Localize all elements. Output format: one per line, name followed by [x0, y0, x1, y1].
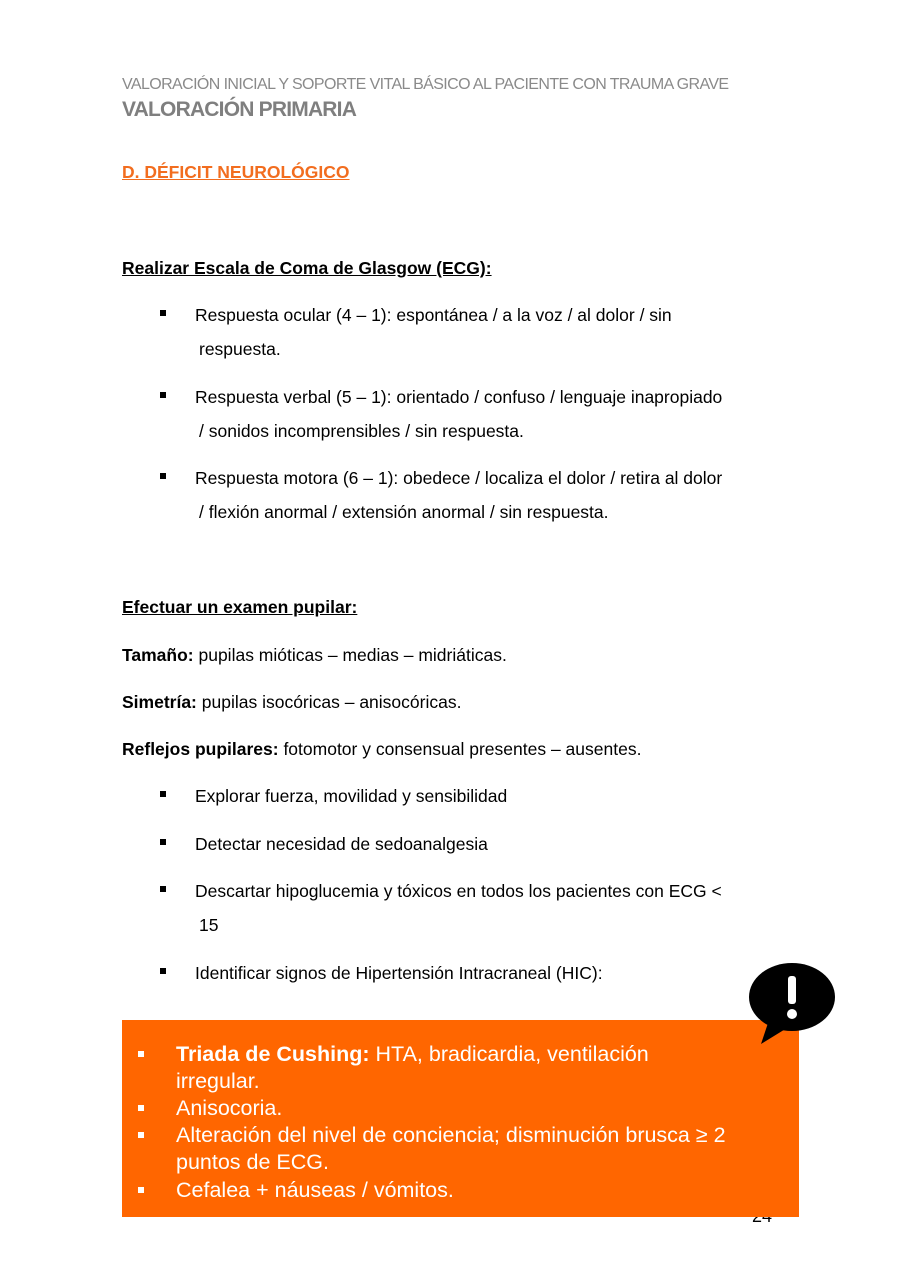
pupil-size-label: Tamaño: [122, 645, 194, 665]
cushing-text-cont: irregular. [176, 1069, 260, 1093]
glasgow-item-ocular [160, 298, 780, 366]
bullet-square-icon [160, 968, 166, 974]
bullet-square-icon [138, 1132, 144, 1138]
alert-item-anisocoria [138, 1095, 796, 1122]
pupil-exam-heading: Efectuar un examen pupilar: [122, 597, 358, 617]
action-item-text: Descartar hipoglucemia y tóxicos en todos los pacientes con ECG < [195, 881, 722, 901]
exclamation-speech-bubble-icon [745, 962, 837, 1046]
running-header-title: VALORACIÓN PRIMARIA [122, 98, 357, 121]
pupil-symmetry-label: Simetría: [122, 692, 197, 712]
pupil-reflex-label: Reflejos pupilares: [122, 739, 279, 759]
pupil-reflexes [122, 739, 641, 760]
alert-item-cushing [138, 1041, 796, 1095]
glasgow-item-text-cont: / flexión anormal / extensión anormal / sin respuesta. [199, 502, 609, 522]
running-header-supertitle: VALORACIÓN INICIAL Y SOPORTE VITAL BÁSICO AL PACIENTE CON TRAUMA GRAVE [122, 76, 729, 93]
glasgow-item-text: Respuesta ocular (4 – 1): espontánea / a la voz / al dolor / sin [195, 305, 672, 325]
pupil-symmetry-text: pupilas isocóricas – anisocóricas. [196, 692, 462, 712]
action-item-hypoglycemia [160, 874, 780, 942]
bullet-square-icon [160, 392, 166, 398]
section-title: D. DÉFICIT NEUROLÓGICO [122, 162, 350, 182]
bullet-square-icon [160, 839, 166, 845]
action-item-hic [160, 956, 780, 990]
bullet-square-icon [138, 1051, 144, 1057]
alert-item-text: Alteración del nivel de conciencia; disminución brusca ≥ 2 [176, 1123, 726, 1147]
action-item-text: Explorar fuerza, movilidad y sensibilidad [195, 786, 508, 806]
action-item-text: Identificar signos de Hipertensión Intracraneal (HIC): [195, 963, 603, 983]
glasgow-item-verbal [160, 380, 780, 448]
glasgow-item-text-cont: respuesta. [199, 339, 281, 359]
bullet-square-icon [160, 886, 166, 892]
pupil-size [122, 645, 507, 666]
glasgow-item-text-cont: / sonidos incomprensibles / sin respuesta. [199, 421, 524, 441]
alert-item-headache [138, 1177, 796, 1204]
bullet-square-icon [160, 310, 166, 316]
alert-item-text: Anisocoria. [176, 1096, 283, 1120]
glasgow-item-text: Respuesta motora (6 – 1): obedece / localiza el dolor / retira al dolor [195, 468, 723, 488]
bullet-square-icon [160, 473, 166, 479]
hic-signs-alert-box [122, 1020, 799, 1217]
action-item-text: Detectar necesidad de sedoanalgesia [195, 834, 488, 854]
glasgow-item-text: Respuesta verbal (5 – 1): orientado / confuso / lenguaje inapropiado [195, 387, 723, 407]
action-item-sedoanalgesia [160, 827, 780, 861]
glasgow-item-motor [160, 461, 780, 529]
alert-item-text-cont: puntos de ECG. [176, 1150, 329, 1174]
bullet-square-icon [160, 791, 166, 797]
pupil-symmetry [122, 692, 461, 713]
alert-item-text: Cefalea + náuseas / vómitos. [176, 1178, 454, 1202]
bullet-square-icon [138, 1105, 144, 1111]
pupil-reflex-text: fotomotor y consensual presentes – ausentes. [278, 739, 642, 759]
alert-item-consciousness [138, 1122, 796, 1176]
bullet-square-icon [138, 1187, 144, 1193]
pupil-size-text: pupilas mióticas – medias – midriáticas. [193, 645, 507, 665]
action-item-strength [160, 779, 780, 813]
glasgow-heading: Realizar Escala de Coma de Glasgow (ECG): [122, 258, 492, 278]
cushing-label: Triada de Cushing: [176, 1042, 370, 1066]
action-item-text-cont: 15 [199, 915, 219, 935]
cushing-text: HTA, bradicardia, ventilación [369, 1042, 649, 1066]
